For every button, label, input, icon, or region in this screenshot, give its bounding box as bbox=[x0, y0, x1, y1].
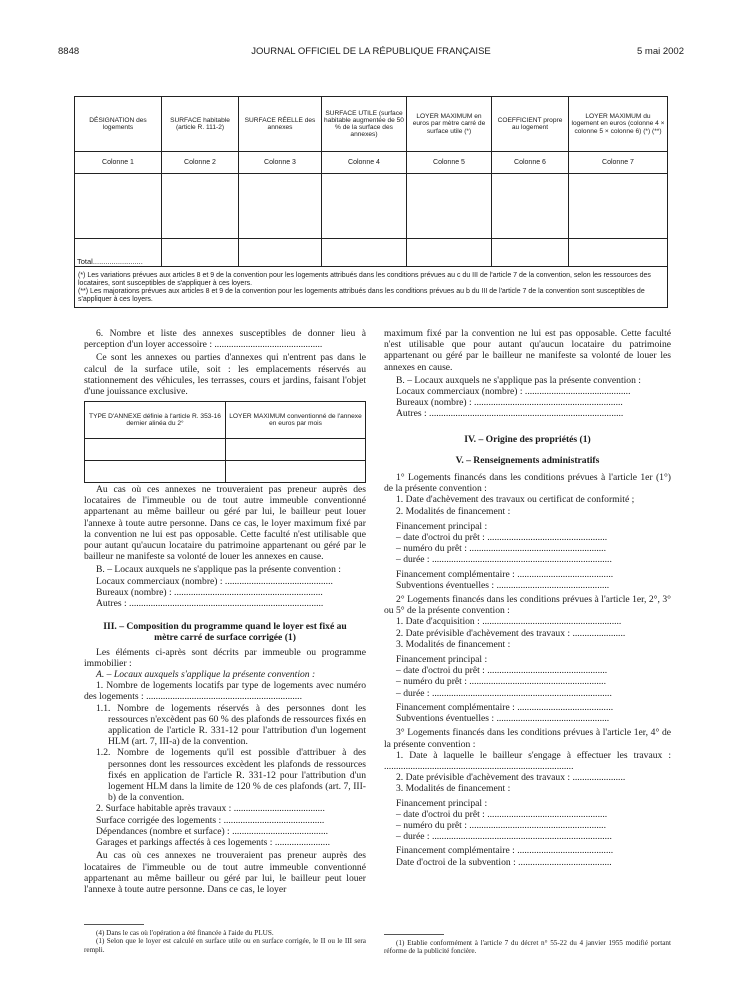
paragraph: Ce sont les annexes ou parties d'annexes qui n'entrent pas dans le calcul de la surface utile, soit : les emplacements réservés au stationnement des véhicules, les terrasses, cours et jardins, faisant l'objet d'une jouissance exclusive. bbox=[84, 352, 366, 398]
line-item: – durée : ........................................................................... bbox=[396, 831, 612, 843]
empty-row bbox=[75, 174, 668, 239]
col-number: Colonne 6 bbox=[492, 152, 569, 174]
line-item: Garages et parkings affectés à ces logements : ....................... bbox=[96, 837, 330, 849]
page-number: 8848 bbox=[58, 46, 80, 57]
col-header: DÉSIGNATION des logements bbox=[75, 97, 162, 152]
line-item: Bureaux (nombre) : .............................................................. bbox=[396, 397, 623, 409]
line-item: Surface corrigée des logements : .......................................... bbox=[96, 814, 325, 826]
paragraph: 1. Date à laquelle le bailleur s'engage à effectuer les travaux : ............................................................................... bbox=[384, 749, 671, 772]
table-notes bbox=[75, 267, 668, 308]
line-item: 2. Surface habitable après travaux : ...................................... bbox=[96, 803, 325, 815]
paragraph: Au cas où ces annexes ne trouveraient pas preneur auprès des locataires de l'immeuble ou de tout autre immeuble conventionné appartenant au même bailleur ou géré par lui, le bailleur peut louer l'annexe à toute autre personne. Dans ce cas, le loyer maximum fixé par la convention ne lui est pas opposable. Cette faculté n'est utilisable que pour autant qu'aucun locataire du patrimoine appartenant ou géré par le bailleur ne manifeste sa volonté de louer les annexes en cause. bbox=[84, 484, 366, 563]
section-a: A. – Locaux auxquels s'applique la présente convention : bbox=[96, 669, 316, 681]
col-header: SURFACE RÉELLE des annexes bbox=[239, 97, 322, 152]
line-item: – numéro du prêt : ......................................................... bbox=[396, 676, 606, 688]
footnote: (1) Selon que le loyer est calculé en surface utile ou en surface corrigée, le II ou le III sera rempli. bbox=[84, 937, 366, 954]
col-header: SURFACE UTILE (surface habitable augmentée de 50 % de la surface des annexes) bbox=[322, 97, 407, 152]
col-number: Colonne 1 bbox=[75, 152, 162, 174]
paragraph: 1.1. Nombre de logements réservés à des personnes dont les ressources n'excèdent pas 60 % des plafonds de ressources fixés en application de l'article R. 331-12 pour l'attribution d'un logement HLM (art. 7, III-a) de la convention. bbox=[96, 702, 366, 748]
footnote-rule bbox=[84, 924, 144, 925]
line-item: 2. Modalités de financement : bbox=[396, 505, 511, 517]
footnote-rule bbox=[384, 934, 444, 935]
paragraph: Au cas où ces annexes ne trouveraient pas preneur auprès des locataires de l'immeuble ou de tout autre immeuble conventionné appartenant au même bailleur ou géré par lui, le bailleur peut louer l'annexe à toute autre personne. Dans ce cas, le loyer bbox=[84, 850, 366, 895]
line-item: Financement complémentaire : ........................................ bbox=[396, 568, 614, 580]
line-item: Financement complémentaire : ........................................ bbox=[396, 701, 614, 713]
line-item: Autres : ................................................................................. bbox=[396, 408, 624, 420]
line-item: Date d'octroi de la subvention : ....................................... bbox=[396, 856, 612, 868]
col-number: Colonne 7 bbox=[569, 152, 668, 174]
section-heading: V. – Renseignements administratifs bbox=[455, 454, 600, 466]
right-footnote bbox=[384, 939, 671, 956]
paragraph: 1.2. Nombre de logements qu'il est possible d'attribuer à des personnes dont les ressources excèdent les plafonds de ressources fixés en application de l'article R. 331-12 pour l'attribution d'un logement HLM dans la limite de 120 % de ces plafonds (art. 7, III-b) de la convention. bbox=[96, 747, 366, 804]
note-2: (**) Les majorations prévues aux articles 8 et 9 de la convention pour les logements attribués dans les conditions prévues au b du III de l'article 7 de la convention sont susceptibles de s'appliquer à ces loyers. bbox=[78, 288, 645, 303]
line-item: Subventions éventuelles : ............................................... bbox=[396, 713, 610, 725]
line-item: Locaux commerciaux (nombre) : ............................................ bbox=[396, 386, 631, 398]
line-item: Bureaux (nombre) : .............................................................. bbox=[96, 586, 323, 598]
line-item: 3. Modalités de financement : bbox=[396, 783, 511, 795]
line-item: Financement principal : bbox=[396, 797, 488, 809]
col-header: COEFFICIENT propre au logement bbox=[492, 97, 569, 152]
col-number: Colonne 4 bbox=[322, 152, 407, 174]
left-footnotes bbox=[84, 929, 366, 954]
col-header: TYPE D'ANNEXE définie à l'article R. 353-16 dernier alinéa du 2° bbox=[85, 402, 226, 439]
section-heading: IV. – Origine des propriétés (1) bbox=[464, 433, 591, 445]
left-column bbox=[84, 328, 366, 397]
paragraph: 1° Logements financés dans les conditions prévues à l'article 1er (1°) de la présente convention : bbox=[384, 472, 671, 495]
line-item: 2. Date prévisible d'achèvement des travaux : ...................... bbox=[396, 772, 626, 784]
paragraph: 1. Nombre de logements locatifs par type de logements avec numéro des logements : ................................................................. bbox=[84, 680, 366, 703]
issue-date: 5 mai 2002 bbox=[636, 46, 684, 57]
line-item: Financement principal : bbox=[396, 520, 488, 532]
left-column-cont bbox=[84, 484, 366, 895]
line-item: Locaux commerciaux (nombre) : ............................................. bbox=[96, 575, 333, 587]
line-item: Financement complémentaire : ........................................ bbox=[396, 845, 614, 857]
paragraph: Les éléments ci-après sont décrits par immeuble ou programme immobilier : bbox=[84, 646, 366, 669]
line-item: – durée : ........................................................................... bbox=[396, 687, 612, 699]
col-number: Colonne 3 bbox=[239, 152, 322, 174]
col-header: SURFACE habitable (article R. 111-2) bbox=[162, 97, 239, 152]
line-item: – durée : ........................................................................... bbox=[396, 554, 612, 566]
section-b: B. – Locaux auxquels ne s'applique pas la présente convention : bbox=[96, 564, 341, 576]
total-row bbox=[75, 239, 668, 267]
line-item: Autres : ................................................................................. bbox=[96, 598, 324, 610]
note-1: (*) Les variations prévues aux articles 8 et 9 de la convention pour les logements attribués dans les conditions prévues au c du III de l'article 7 de la convention, selon les ressources des locataires, sont susceptibles de s'appliquer à ces loyers. bbox=[78, 272, 651, 287]
section-b: B. – Locaux auxquels ne s'applique pas la présente convention : bbox=[396, 374, 641, 386]
col-number: Colonne 5 bbox=[407, 152, 492, 174]
line-item: 2. Date prévisible d'achèvement des travaux : ...................... bbox=[396, 627, 626, 639]
annex-table bbox=[84, 401, 366, 483]
line-item: Dépendances (nombre et surface) : ........................................ bbox=[96, 825, 329, 837]
footnote: (1) Etablie conformément à l'article 7 du décret n° 55-22 du 4 janvier 1955 modifié portant réforme de la publicité foncière. bbox=[384, 939, 671, 956]
col-header: LOYER MAXIMUM en euros par mètre carré de surface utile (*) bbox=[407, 97, 492, 152]
section-heading: III. – Composition du programme quand le loyer est fixé au mètre carré de surface corrigée (1) bbox=[103, 621, 347, 644]
line-item: – numéro du prêt : ......................................................... bbox=[396, 819, 606, 831]
right-column bbox=[384, 328, 671, 868]
line-item: Financement principal : bbox=[396, 654, 488, 666]
line-item: Subventions éventuelles : ............................................... bbox=[396, 579, 610, 591]
line-item: – date d'octroi du prêt : .................................................. bbox=[396, 532, 608, 544]
paragraph: maximum fixé par la convention ne lui est pas opposable. Cette faculté n'est utilisable que pour autant qu'aucun locataire du patrimoine appartenant ou géré par le bailleur ne manifeste sa volonté de louer les annexes en cause. bbox=[384, 328, 671, 373]
line-item: 1. Date d'acquisition : .......................................................... bbox=[396, 616, 622, 628]
line-item: – date d'octroi du prêt : .................................................. bbox=[396, 808, 608, 820]
line-item: – numéro du prêt : ......................................................... bbox=[396, 543, 606, 555]
col-header: LOYER MAXIMUM conventionné de l'annexe en euros par mois bbox=[226, 402, 366, 439]
footnote: (4) Dans le cas où l'opération a été financée à l'aide du PLUS. bbox=[96, 929, 274, 937]
paragraph: 6. Nombre et liste des annexes susceptibles de donner lieu à perception d'un loyer accessoire : ............................................. bbox=[84, 328, 366, 351]
paragraph: 1. Date d'achèvement des travaux ou certificat de conformité ; bbox=[396, 494, 635, 506]
paragraph: 3° Logements financés dans les conditions prévues à l'article 1er, 4° de la présente convention : bbox=[384, 727, 671, 750]
line-item: 3. Modalités de financement : bbox=[396, 638, 511, 650]
paragraph: 2° Logements financés dans les conditions prévues à l'article 1er, 2°, 3° ou 5° de la présente convention : bbox=[384, 594, 671, 617]
journal-title: JOURNAL OFFICIEL DE LA RÉPUBLIQUE FRANÇAISE bbox=[251, 46, 491, 57]
col-number: Colonne 2 bbox=[162, 152, 239, 174]
col-header: LOYER MAXIMUM du logement en euros (colonne 4 × colonne 5 × colonne 6) (*) (**) bbox=[569, 97, 668, 152]
rent-table bbox=[74, 96, 668, 308]
total-label: Total........................ bbox=[75, 239, 162, 267]
line-item: – date d'octroi du prêt : .................................................. bbox=[396, 665, 608, 677]
